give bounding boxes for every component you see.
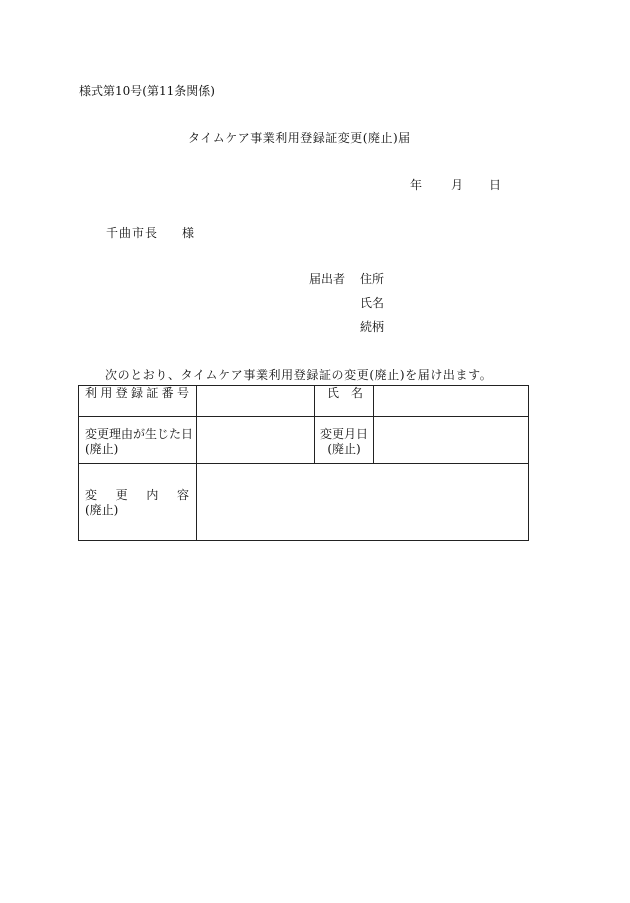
table-row — [79, 386, 529, 417]
change-content-sublabel: (廃止) — [85, 503, 119, 517]
name-label-cell — [315, 386, 374, 417]
applicant-relation-label: 続柄 — [360, 320, 385, 334]
name-field[interactable] — [374, 386, 529, 417]
registration-number-field[interactable] — [197, 386, 315, 417]
addressee-honorific: 様 — [182, 226, 195, 240]
applicant-label: 届出者 — [309, 272, 346, 286]
change-reason-date-label-cell — [79, 417, 197, 464]
change-reason-date-field[interactable] — [197, 417, 315, 464]
document-title: タイムケア事業利用登録証変更(廃止)届 — [188, 131, 411, 145]
registration-number-label-cell — [79, 386, 197, 417]
change-date-field[interactable] — [374, 417, 529, 464]
date-year-label: 年 — [410, 178, 423, 192]
change-form-table — [78, 385, 529, 541]
registration-number-label: 利用登録証番号 — [85, 386, 189, 400]
form-number: 様式第10号(第11条関係) — [79, 84, 215, 98]
change-reason-date-sublabel: (廃止) — [85, 442, 119, 456]
change-date-sublabel: (廃止) — [327, 442, 361, 456]
table-row — [79, 464, 529, 541]
addressee-name: 千曲市長 — [106, 226, 159, 240]
name-label: 氏名 — [327, 386, 363, 400]
change-content-label-cell — [79, 464, 197, 541]
statement-text: 次のとおり、タイムケア事業利用登録証の変更(廃止)を届け出ます。 — [105, 368, 493, 382]
change-date-label: 変更月日 — [319, 427, 368, 441]
change-reason-date-label: 変更理由が生じた日 — [85, 427, 194, 441]
change-content-label: 変更内容 — [85, 488, 189, 502]
applicant-name-label: 氏名 — [360, 296, 385, 310]
change-date-label-cell — [315, 417, 374, 464]
date-month-label: 月 — [451, 178, 464, 192]
table-row — [79, 417, 529, 464]
change-content-field[interactable] — [197, 464, 529, 541]
date-day-label: 日 — [489, 178, 502, 192]
applicant-address-label: 住所 — [360, 272, 385, 286]
